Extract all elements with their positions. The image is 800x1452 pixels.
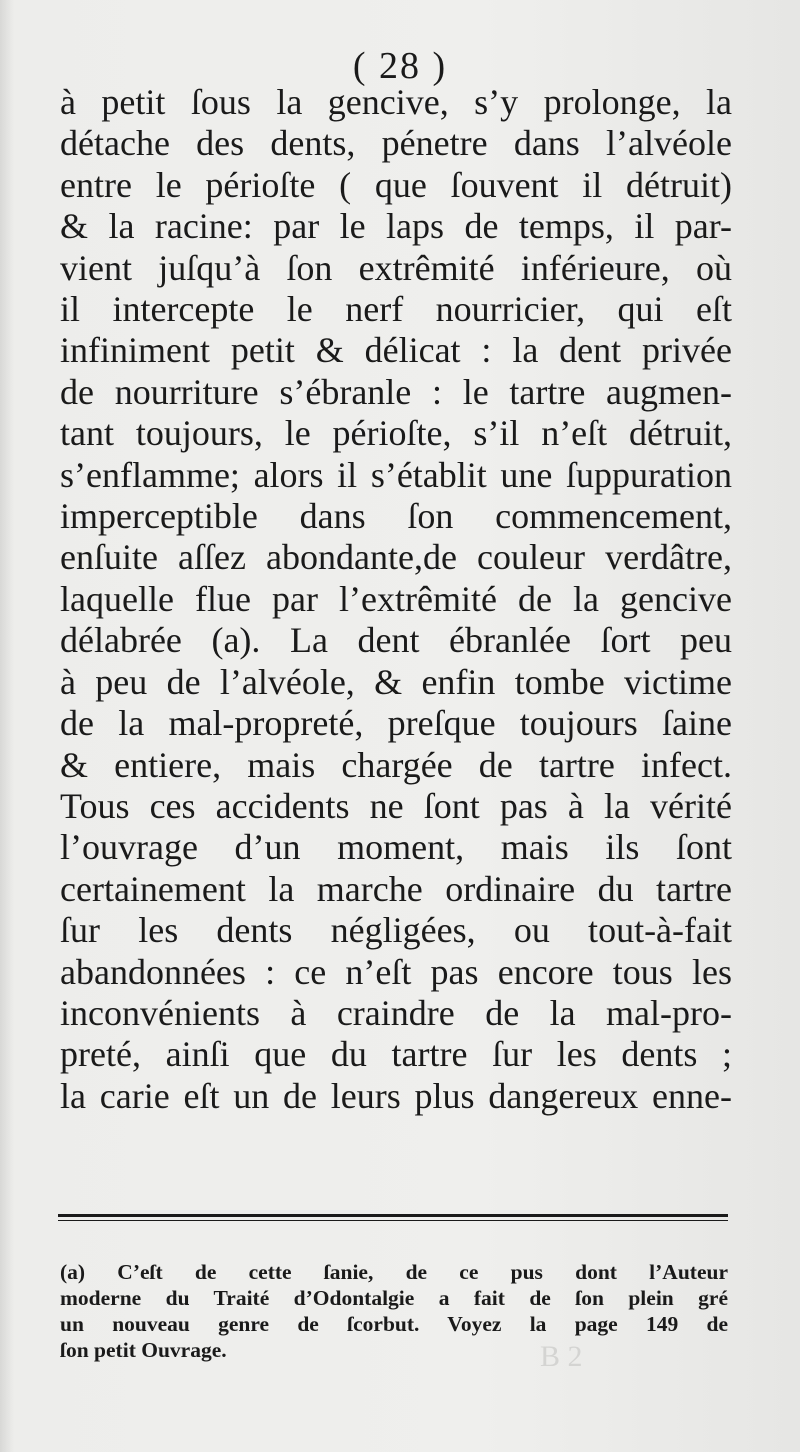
text-line: abandonnées : ce n’eſt pas encore tous les: [60, 951, 732, 992]
body-text: [60, 82, 732, 1117]
text-line: Tous ces accidents ne ſont pas à la vérité: [60, 785, 732, 826]
text-line: inconvénients à craindre de la mal-pro-: [60, 992, 732, 1033]
text-line: infiniment petit & délicat : la dent privée: [60, 330, 732, 371]
footnote-line: (a) C’eſt de cette ſanie, de ce pus dont l’Auteur: [60, 1260, 728, 1284]
footnote-line: moderne du Traité d’Odontalgie a fait de ſon plein gré: [60, 1286, 728, 1310]
text-line: à petit ſous la gencive, s’y prolonge, la: [60, 82, 732, 122]
text-line: la carie eſt un de leurs plus dangereux enne-: [60, 1075, 732, 1116]
text-line: laquelle flue par l’extrêmité de la gencive: [60, 578, 732, 619]
text-line: à peu de l’alvéole, & enfin tombe victime: [60, 661, 732, 702]
text-line: enſuite aſſez abondante,de couleur verdâtre,: [60, 537, 732, 578]
text-line: l’ouvrage d’un moment, mais ils ſont: [60, 827, 732, 868]
footnote-line: un nouveau genre de ſcorbut. Voyez la page 149 de: [60, 1312, 728, 1336]
text-line: de nourriture s’ébranle : le tartre augmen-: [60, 371, 732, 412]
text-line: s’enflamme; alors il s’établit une ſuppuration: [60, 454, 732, 495]
text-line: il intercepte le nerf nourricier, qui eſt: [60, 289, 732, 330]
text-line: preté, ainſi que du tartre ſur les dents ;: [60, 1034, 732, 1075]
text-line: certainement la marche ordinaire du tartre: [60, 868, 732, 909]
text-line: vient juſqu’à ſon extrêmité inférieure, où: [60, 247, 732, 288]
footnote-separator-rule: [58, 1214, 728, 1221]
text-line: délabrée (a). La dent ébranlée ſort peu: [60, 620, 732, 661]
text-line: entre le périoſte ( que ſouvent il détruit): [60, 164, 732, 205]
text-line: de la mal-propreté, preſque toujours ſaine: [60, 703, 732, 744]
footnote: [60, 1259, 728, 1363]
text-line: tant toujours, le périoſte, s’il n’eſt détruit,: [60, 413, 732, 454]
text-line: imperceptible dans ſon commencement,: [60, 496, 732, 537]
text-line: & la racine: par le laps de temps, il par-: [60, 206, 732, 247]
signature-mark: B 2: [540, 1340, 583, 1373]
text-line: ſur les dents négligées, ou tout-à-fait: [60, 910, 732, 951]
text-line: détache des dents, pénetre dans l’alvéole: [60, 123, 732, 164]
text-line: & entiere, mais chargée de tartre infect.: [60, 744, 732, 785]
page-number: ( 28 ): [352, 45, 448, 87]
footnote-line: ſon petit Ouvrage.: [60, 1338, 227, 1362]
